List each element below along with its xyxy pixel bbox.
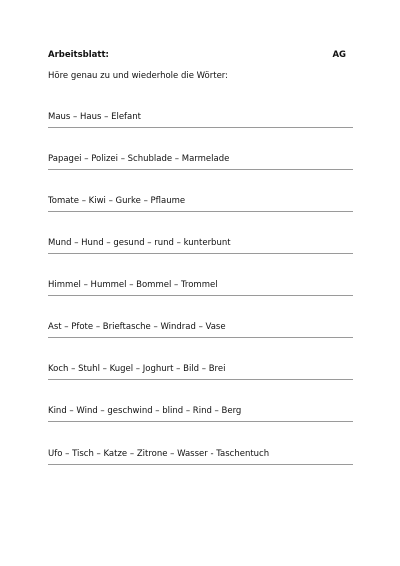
word-line-text: Papagei – Polizei – Schublade – Marmelade — [48, 154, 230, 164]
writing-rule — [48, 379, 353, 380]
word-line-5 — [48, 280, 353, 294]
word-line-9 — [48, 449, 353, 463]
writing-rule — [48, 253, 353, 254]
word-line-text: Koch – Stuhl – Kugel – Joghurt – Bild – Brei — [48, 364, 226, 374]
worksheet-header — [48, 50, 346, 64]
writing-rule — [48, 169, 353, 170]
word-line-8 — [48, 406, 353, 420]
writing-rule — [48, 211, 353, 212]
word-line-text: Himmel – Hummel – Bommel – Trommel — [48, 280, 218, 290]
worksheet-tag: AG — [332, 50, 346, 60]
word-line-text: Ast – Pfote – Brieftasche – Windrad – Vase — [48, 322, 226, 332]
writing-rule — [48, 127, 353, 128]
instruction-text: Höre genau zu und wiederhole die Wörter: — [48, 71, 229, 81]
worksheet-title: Arbeitsblatt: — [48, 50, 109, 60]
writing-rule — [48, 295, 353, 296]
word-line-text: Tomate – Kiwi – Gurke – Pflaume — [48, 196, 186, 206]
word-line-3 — [48, 196, 353, 210]
word-line-text: Mund – Hund – gesund – rund – kunterbunt — [48, 238, 231, 248]
writing-rule — [48, 421, 353, 422]
writing-rule — [48, 464, 353, 465]
writing-rule — [48, 337, 353, 338]
word-line-text: Maus – Haus – Elefant — [48, 112, 141, 122]
word-line-text: Ufo – Tisch – Katze – Zitrone – Wasser - Taschentuch — [48, 449, 270, 459]
word-line-1 — [48, 112, 353, 126]
word-line-text: Kind – Wind – geschwind – blind – Rind – Berg — [48, 406, 242, 416]
word-line-7 — [48, 364, 353, 378]
word-line-2 — [48, 154, 353, 168]
word-line-6 — [48, 322, 353, 336]
word-line-4 — [48, 238, 353, 252]
